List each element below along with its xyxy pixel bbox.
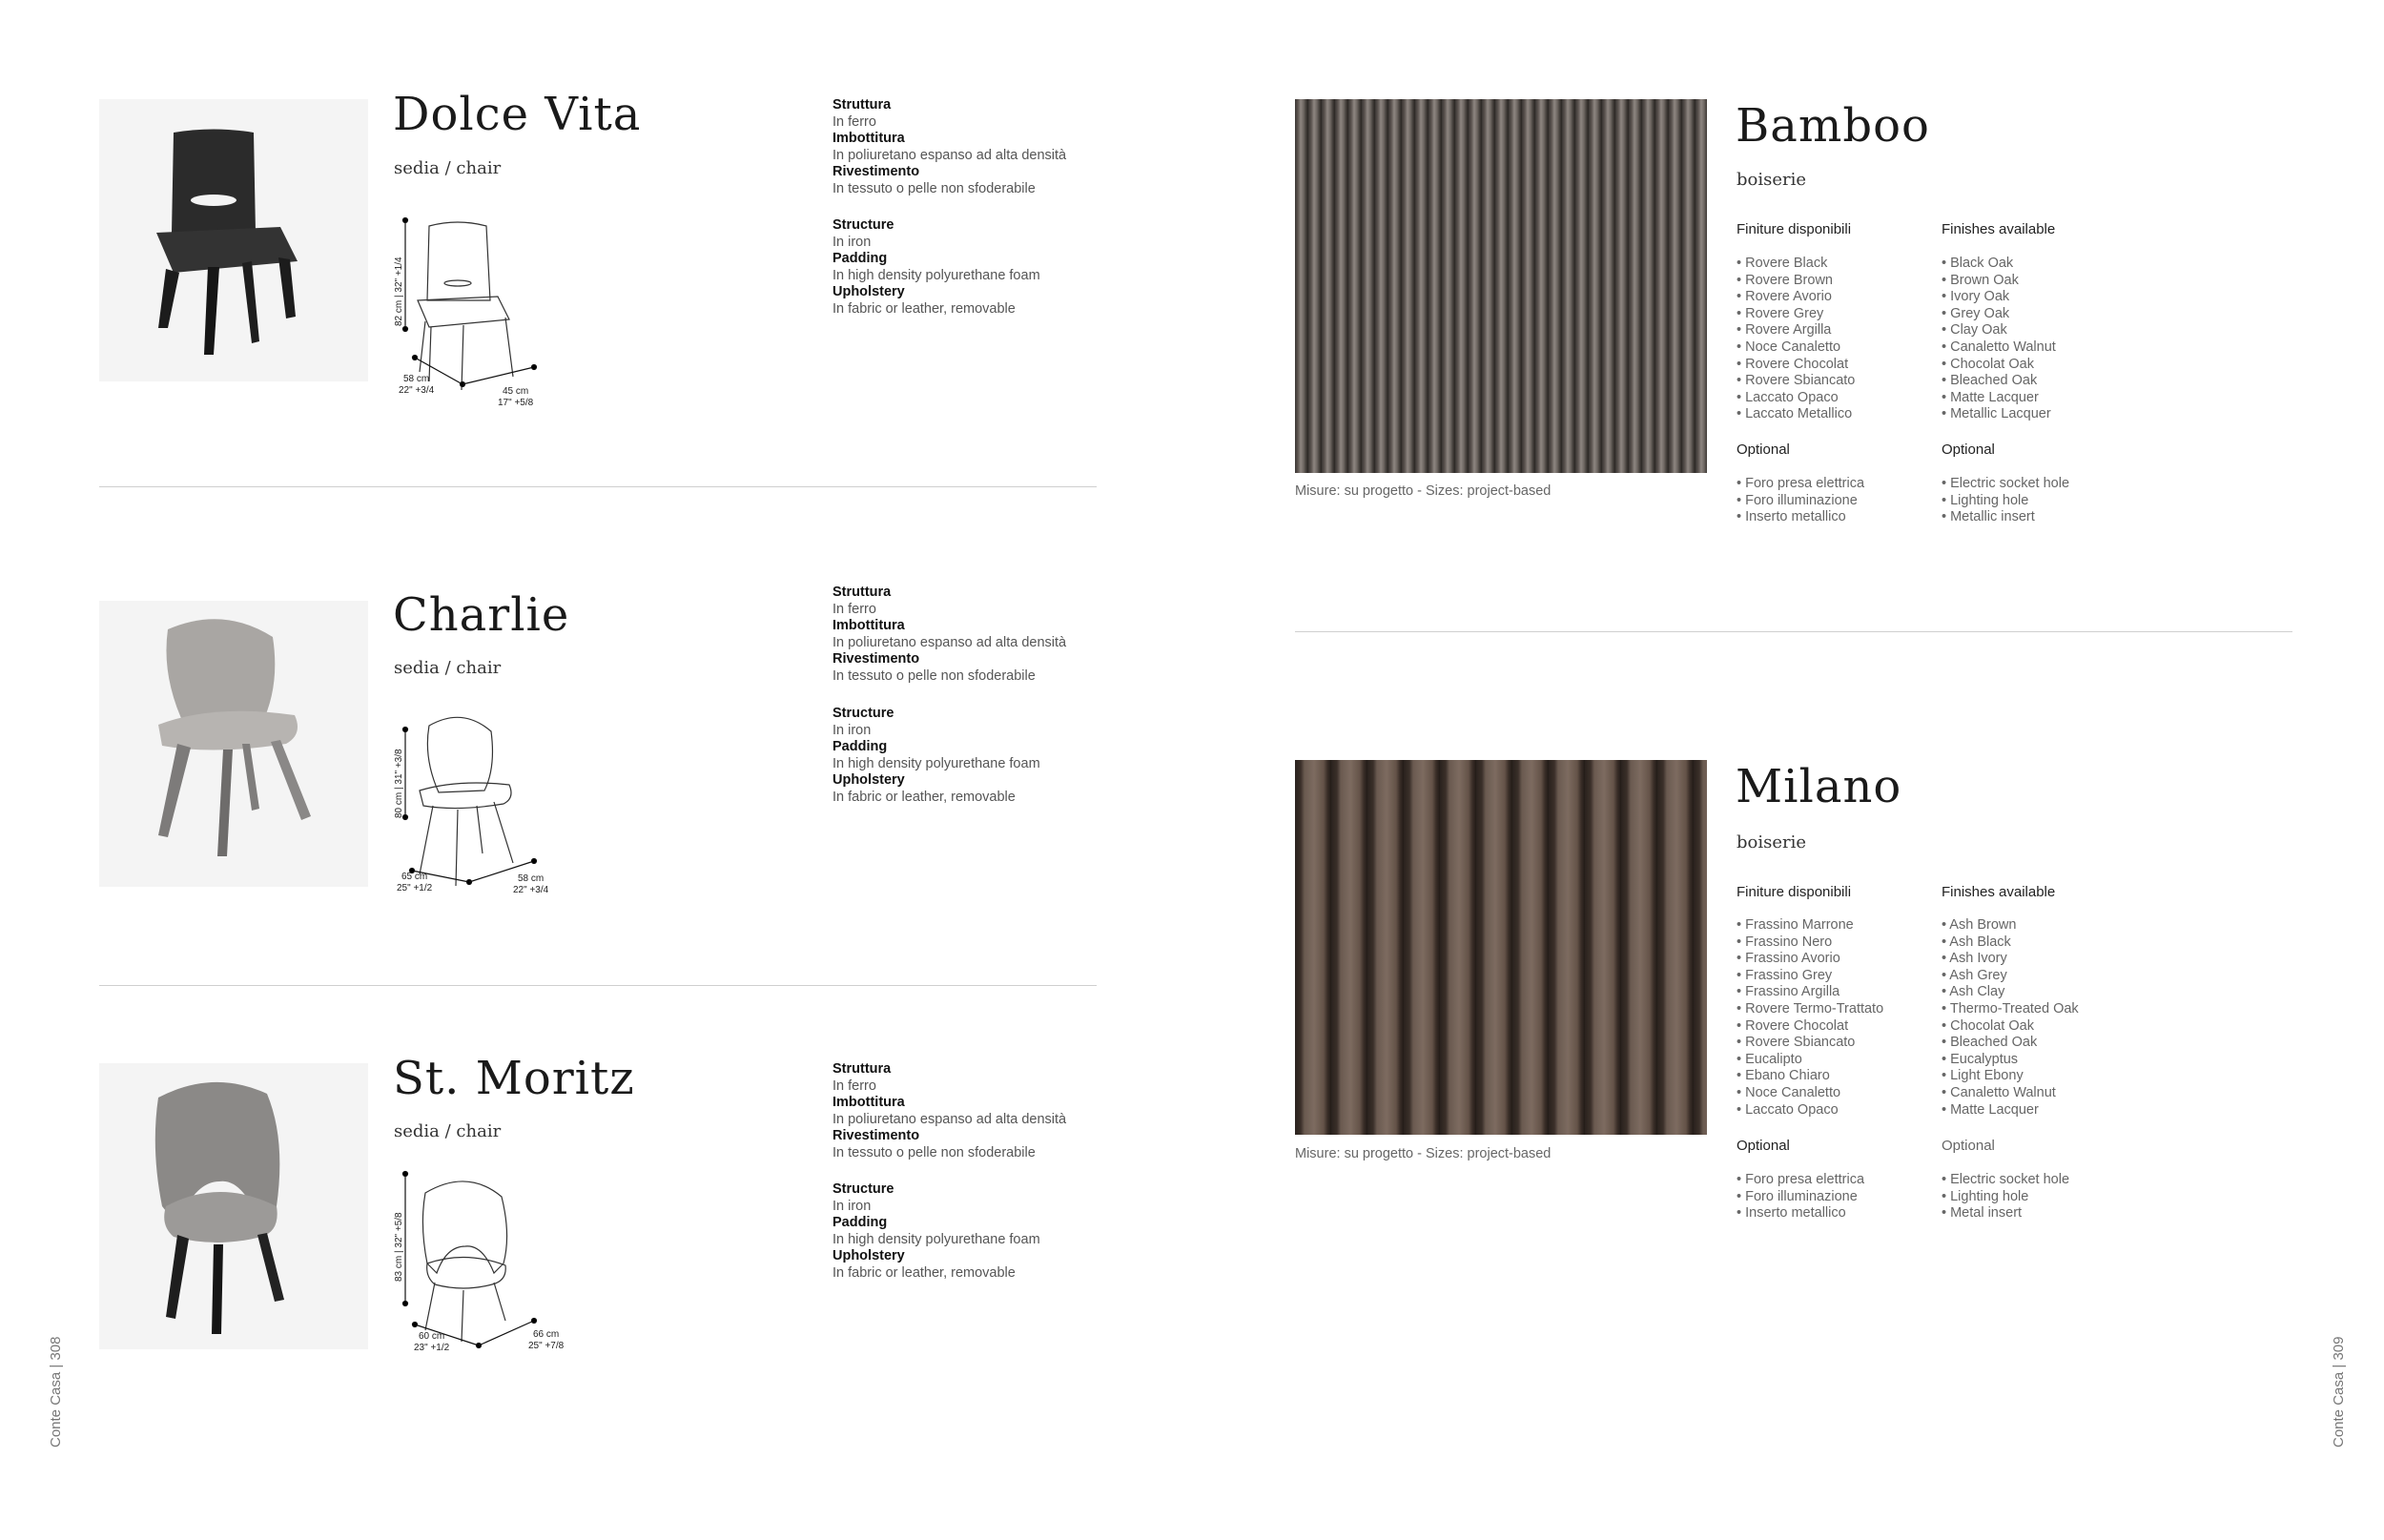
optional-title-it: Optional — [1737, 441, 1790, 458]
spec-italian: Struttura In ferro Imbottitura In poliuretano espanso ad alta densità Rivestimento In tessuto o pelle non sfoderabile — [832, 1061, 1067, 1160]
chair-image — [99, 99, 368, 381]
product-type: sedia / chair — [394, 658, 502, 678]
height-dimension: 80 cm | 31" +3/8 — [394, 749, 404, 818]
optional-list-en: • Electric socket hole • Lighting hole • Metal insert — [1942, 1172, 2070, 1222]
product-type: boiserie — [1737, 170, 1807, 190]
product-type: boiserie — [1737, 832, 1807, 852]
finishes-title-en: Finishes available — [1942, 221, 2056, 237]
spec-italian: Struttura In ferro Imbottitura In poliuretano espanso ad alta densità Rivestimento In tessuto o pelle non sfoderabile — [832, 97, 1067, 196]
chair-image — [99, 1063, 368, 1349]
chair-image — [99, 601, 368, 887]
optional-list-en: • Electric socket hole • Lighting hole • Metallic insert — [1942, 476, 2070, 525]
finishes-list-en: • Ash Brown • Ash Black • Ash Ivory • Ash Grey • Ash Clay • Thermo-Treated Oak • Chocolat Oak • Bleached Oak • Eucalyptus • Light Ebony • Canaletto Walnut • Matte Lacquer — [1942, 917, 2079, 1118]
divider — [1295, 631, 2292, 632]
spec-italian: Struttura In ferro Imbottitura In poliuretano espanso ad alta densità Rivestimento In tessuto o pelle non sfoderabile — [832, 585, 1067, 684]
finishes-list-it: • Rovere Black • Rovere Brown • Rovere Avorio • Rovere Grey • Rovere Argilla • Noce Canaletto • Rovere Chocolat • Rovere Sbiancato • Laccato Opaco • Laccato Metallico — [1737, 256, 1856, 422]
finishes-title-it: Finiture disponibili — [1737, 221, 1852, 237]
optional-title-it: Optional — [1737, 1138, 1790, 1154]
divider — [99, 486, 1097, 487]
size-caption: Misure: su progetto - Sizes: project-based — [1295, 483, 1552, 499]
finishes-list-it: • Frassino Marrone • Frassino Nero • Frassino Avorio • Frassino Grey • Frassino Argilla • Rovere Termo-Trattato • Rovere Chocolat • Rovere Sbiancato • Eucalipto • Ebano Chiaro • Noce Canaletto • Laccato Opaco — [1737, 917, 1884, 1118]
finishes-list-en: • Black Oak • Brown Oak • Ivory Oak • Grey Oak • Clay Oak • Canaletto Walnut • Chocolat Oak • Bleached Oak • Matte Lacquer • Metallic Lacquer — [1942, 256, 2056, 422]
depth-dimension: 65 cm 25" +1/2 — [397, 872, 433, 893]
product-name: Dolce Vita — [393, 88, 642, 141]
spec-english: Structure In iron Padding In high density polyurethane foam Upholstery In fabric or leather, removable — [832, 1181, 1040, 1281]
finishes-title-en: Finishes available — [1942, 884, 2056, 900]
st-moritz-photo — [99, 1063, 368, 1349]
page-folio-left: Conte Casa | 308 — [48, 1336, 64, 1448]
milano-panel-image — [1295, 760, 1707, 1135]
depth-dimension: 58 cm 22" +3/4 — [399, 374, 435, 396]
width-dimension: 45 cm 17" +5/8 — [498, 386, 534, 408]
width-dimension: 58 cm 22" +3/4 — [513, 873, 549, 895]
product-name: Bamboo — [1736, 99, 1930, 153]
finishes-title-it: Finiture disponibili — [1737, 884, 1852, 900]
charlie-photo — [99, 601, 368, 887]
product-name: Milano — [1736, 760, 1902, 813]
width-dimension: 66 cm 25" +7/8 — [528, 1329, 565, 1351]
spec-english: Structure In iron Padding In high density polyurethane foam Upholstery In fabric or leather, removable — [832, 217, 1040, 317]
page-folio-right: Conte Casa | 309 — [2331, 1336, 2347, 1448]
spec-english: Structure In iron Padding In high density polyurethane foam Upholstery In fabric or leather, removable — [832, 706, 1040, 805]
optional-list-it: • Foro presa elettrica • Foro illuminazione • Inserto metallico — [1737, 1172, 1865, 1222]
size-caption: Misure: su progetto - Sizes: project-based — [1295, 1146, 1552, 1161]
height-dimension: 83 cm | 32" +5/8 — [394, 1212, 404, 1282]
product-name: St. Moritz — [393, 1052, 635, 1105]
bamboo-panel-image — [1295, 99, 1707, 473]
dolce-vita-photo — [99, 99, 368, 381]
optional-title-en: Optional — [1942, 441, 1995, 458]
product-type: sedia / chair — [394, 1121, 502, 1141]
height-dimension: 82 cm | 32" +1/4 — [394, 257, 404, 326]
product-name: Charlie — [393, 588, 570, 642]
divider — [99, 985, 1097, 986]
depth-dimension: 60 cm 23" +1/2 — [414, 1331, 450, 1353]
optional-list-it: • Foro presa elettrica • Foro illuminazione • Inserto metallico — [1737, 476, 1865, 525]
product-type: sedia / chair — [394, 158, 502, 178]
optional-title-en: Optional — [1942, 1138, 1995, 1154]
